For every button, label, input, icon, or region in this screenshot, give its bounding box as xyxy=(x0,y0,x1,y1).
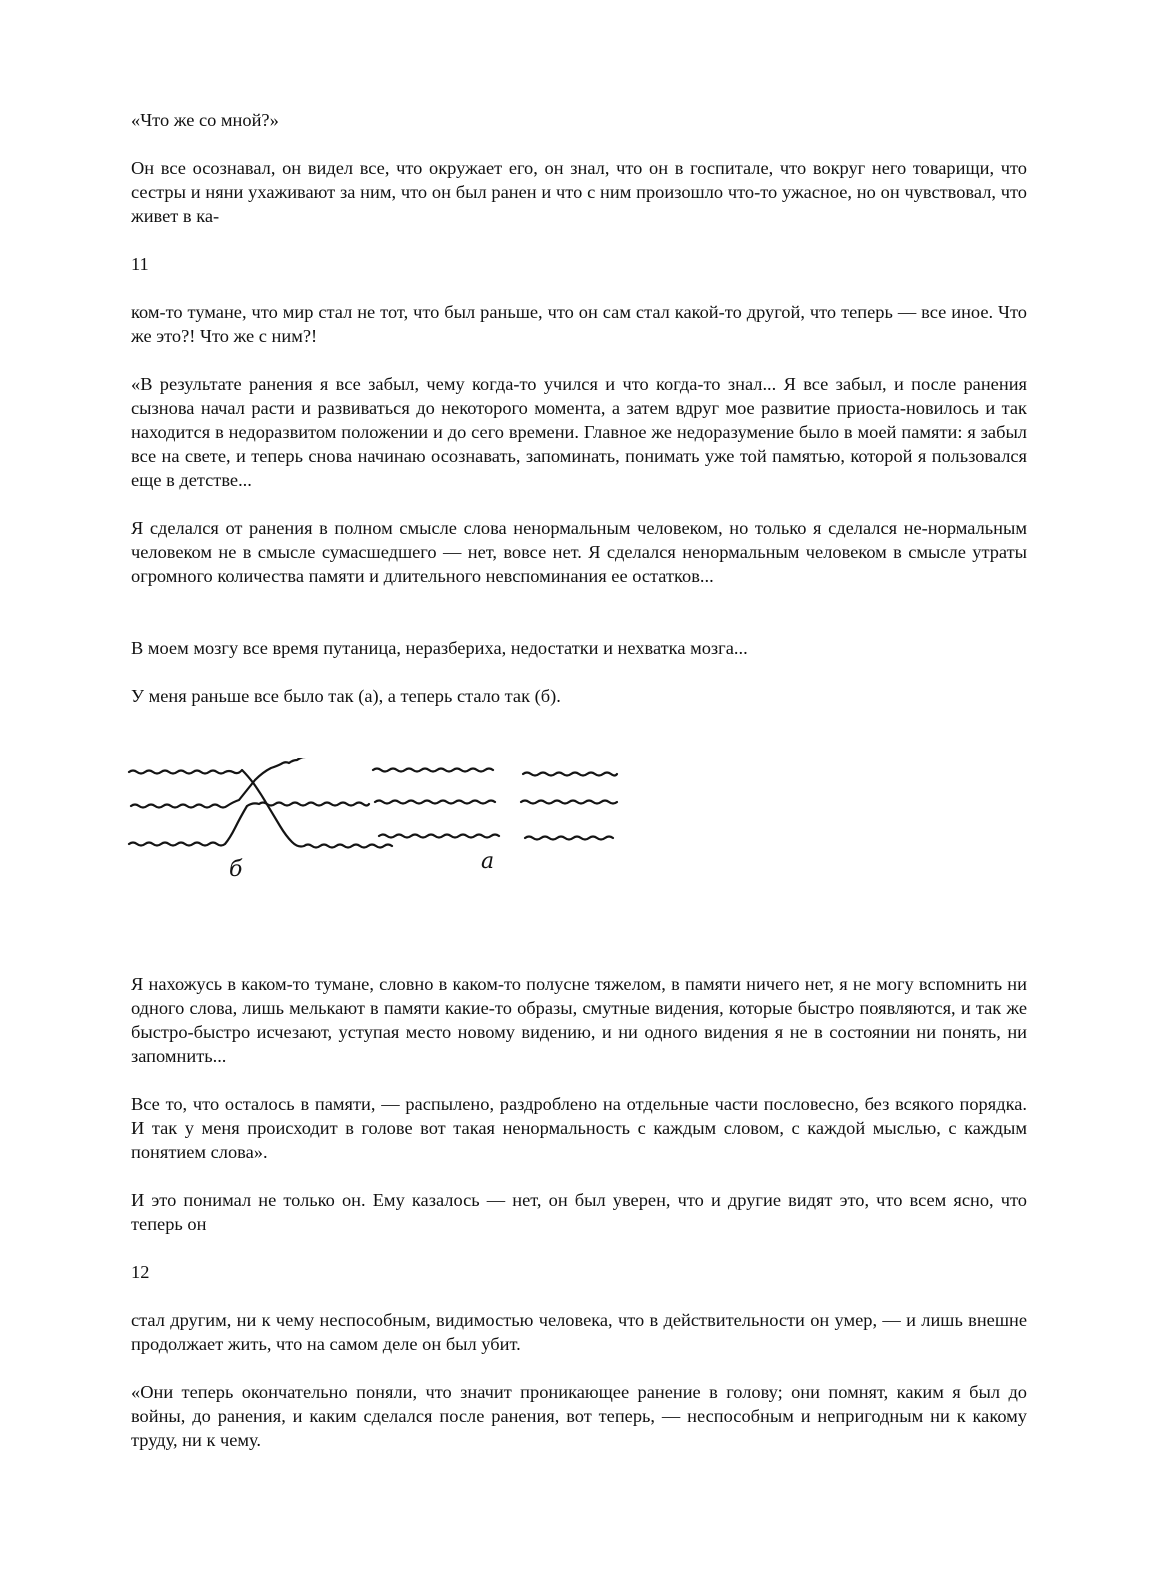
parallel-line-a1 xyxy=(373,769,493,772)
parallel-line-a4 xyxy=(523,773,617,776)
tangled-line-middle xyxy=(131,758,359,808)
tangled-line-bottom xyxy=(129,803,369,846)
parallel-lines-a-left xyxy=(373,769,499,838)
paragraph-question: «Что же со мной?» xyxy=(131,110,279,130)
paragraph-half-sleep: Я нахожусь в каком-то тумане, словно в каком-то полусне тяжелом, в памяти ничего нет, я не могу вспомнить ни одного слова, лишь мелькают в памяти какие-то образы, смутные видения, которые быстро появляются, и так же быстро-быстро исчезают, уступая место новому видению, и ни одного видения я не в состоянии ни понять, ни запомнить... xyxy=(131,974,1027,1066)
tangled-line-top xyxy=(129,770,392,848)
tangled-lines-b xyxy=(129,758,392,848)
paragraph-they-understood: «Они теперь окончательно поняли, что значит проникающее ранение в голову; они помнят, каким я был до войны, до ранения, и каким сделался после ранения, вот теперь, — неспособным и непригодным ни к какому труду, ни к чему. xyxy=(131,1382,1027,1450)
paragraph-fog: ком-то тумане, что мир стал не тот, что был раньше, что он сам стал какой-то другой, что теперь — все иное. Что же это?! Что же с ним?! xyxy=(131,302,1027,346)
parallel-line-a6 xyxy=(525,837,613,840)
paragraph-understood: И это понимал не только он. Ему казалось — нет, он был уверен, что и другие видят это, что всем ясно, что теперь он xyxy=(131,1190,1027,1234)
paragraph-scattered: Все то, что осталось в памяти, — распылено, раздроблено на отдельные части пословесно, без всякого порядка. И так у меня происходит в голове вот такая ненормальность с каждым словом, с каждой мыслью, с каждым понятием слова». xyxy=(131,1094,1027,1162)
parallel-lines-a-right xyxy=(521,773,617,840)
paragraph-confusion: В моем мозгу все время путаница, неразбериха, недостатки и нехватка мозга... xyxy=(131,638,748,658)
figure-label-b: б xyxy=(229,857,243,882)
page-number-12: 12 xyxy=(131,1262,150,1282)
paragraph-abnormal: Я сделался от ранения в полном смысле слова ненормальным человеком, но только я сделался не-нормальным человеком не в смысле сумасшедшего — нет, вовсе нет. Я сделался ненормальным человеком в смысле утраты огромного количества памяти и длительного невспоминания ее остатков... xyxy=(131,518,1027,586)
paragraph-hospital: Он все осознавал, он видел все, что окружает его, он знал, что он в госпитале, что вокруг него товарищи, что сестры и няни ухаживают за ним, что он был ранен и что с ним произошло что-то ужасное, но он чувствовал, что живет в ка- xyxy=(131,158,1027,226)
figure-label-a: а xyxy=(481,849,495,874)
page-number-11: 11 xyxy=(131,254,149,274)
paragraph-became-other: стал другим, ни к чему неспособным, видимостью человека, что в действительности он умер, — и лишь внешне продолжает жить, что на самом деле он был убит. xyxy=(131,1310,1027,1354)
memory-lines-drawing xyxy=(125,758,625,886)
paragraph-figure-intro: У меня раньше все было так (а), а теперь стало так (б). xyxy=(131,686,561,706)
parallel-line-a2 xyxy=(375,801,495,804)
parallel-line-a3 xyxy=(379,835,499,838)
memory-lines-figure xyxy=(125,758,625,886)
paragraph-forgot-everything: «В результате ранения я все забыл, чему когда-то учился и что когда-то знал... Я все забыл, и после ранения сызнова начал расти и развиваться до некоторого момента, а затем вдруг мое развитие приоста-новилось и так находится в недоразвитом положении и до сего времени. Главное же недоразумение было в моей памяти: я забыл все на свете, и теперь снова начинаю осознавать, запоминать, понимать уже той памятью, которой я пользовался еще в детстве... xyxy=(131,374,1027,490)
parallel-line-a5 xyxy=(521,801,617,804)
